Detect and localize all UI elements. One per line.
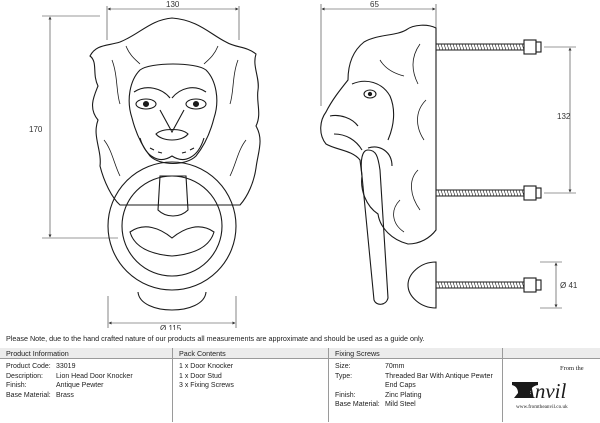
- fixing-screw-bottom: [436, 278, 541, 292]
- product-info-list: [6, 362, 170, 400]
- dim-fixing-spacing: 132: [557, 112, 571, 121]
- screw-threads: [438, 44, 524, 288]
- fixing-row: Type: Threaded Bar With Antique Pewter: [335, 372, 493, 380]
- side-mane-detail: [380, 44, 426, 232]
- svg-text:From the: From the: [560, 365, 584, 372]
- from-the-anvil-logo: [508, 360, 598, 418]
- product-info-row: Product Code: 33019: [6, 363, 76, 370]
- front-view: [90, 18, 260, 310]
- end-cap-dome: [408, 262, 436, 308]
- product-info-row: Finish: Antique Pewter: [6, 382, 104, 390]
- product-info-header: Product Information: [0, 348, 172, 359]
- lion-mane-outline: [90, 18, 260, 205]
- svg-text:www.fromtheanvil.co.uk: www.fromtheanvil.co.uk: [516, 404, 568, 410]
- knocker-ring-inner: [122, 176, 222, 276]
- product-info-row: Description: Lion Head Door Knocker: [6, 372, 133, 380]
- fixing-screws-list: [335, 362, 501, 410]
- door-stud: [138, 292, 206, 310]
- fixing-row: Base Material: Mild Steel: [335, 401, 416, 409]
- knocker-ring-outer: [108, 162, 236, 290]
- front-dimensions: [42, 6, 239, 328]
- lion-nose: [156, 110, 188, 140]
- dim-depth: 65: [370, 0, 379, 9]
- pack-item: 1 x Door Knocker: [179, 363, 234, 370]
- fixing-screw-middle: [436, 186, 541, 200]
- pack-contents-header: Pack Contents: [173, 348, 328, 359]
- measurement-note: Please Note, due to the hand crafted nature of our products all measurements are approximate and should be used as a guide only.: [6, 334, 425, 343]
- fixing-screw-top: [436, 40, 541, 54]
- fixing-screws-header: Fixing Screws: [329, 348, 502, 359]
- svg-text:Anvil: Anvil: [522, 379, 567, 403]
- dim-ring-diameter: Ø 115: [160, 324, 182, 330]
- table-separator-3: [502, 348, 503, 422]
- fixing-row: Size: 70mm: [335, 363, 405, 370]
- pack-item: 3 x Fixing Screws: [179, 382, 234, 390]
- lion-brow: [134, 88, 206, 98]
- dim-width-front: 130: [166, 0, 180, 9]
- ring-boss: [158, 176, 188, 216]
- fixing-row: End Caps: [385, 382, 416, 390]
- dim-end-cap-diameter: Ø 41: [560, 281, 578, 290]
- fixing-row: Finish: Zinc Plating: [335, 391, 422, 399]
- side-view: [321, 25, 541, 308]
- logo-header: [503, 348, 600, 359]
- product-info-row: Base Material: Brass: [6, 391, 74, 399]
- lion-mane-detail: [104, 46, 246, 176]
- table-separator-2: [328, 348, 329, 422]
- table-separator-1: [172, 348, 173, 422]
- side-ring-ring: [368, 147, 392, 166]
- pack-contents-list: [179, 362, 325, 391]
- pack-item: 1 x Door Stud: [179, 372, 222, 380]
- dim-height-front: 170: [29, 125, 43, 134]
- lion-face: [129, 64, 217, 164]
- lion-chin-plate: [130, 227, 214, 256]
- side-ring: [361, 150, 388, 304]
